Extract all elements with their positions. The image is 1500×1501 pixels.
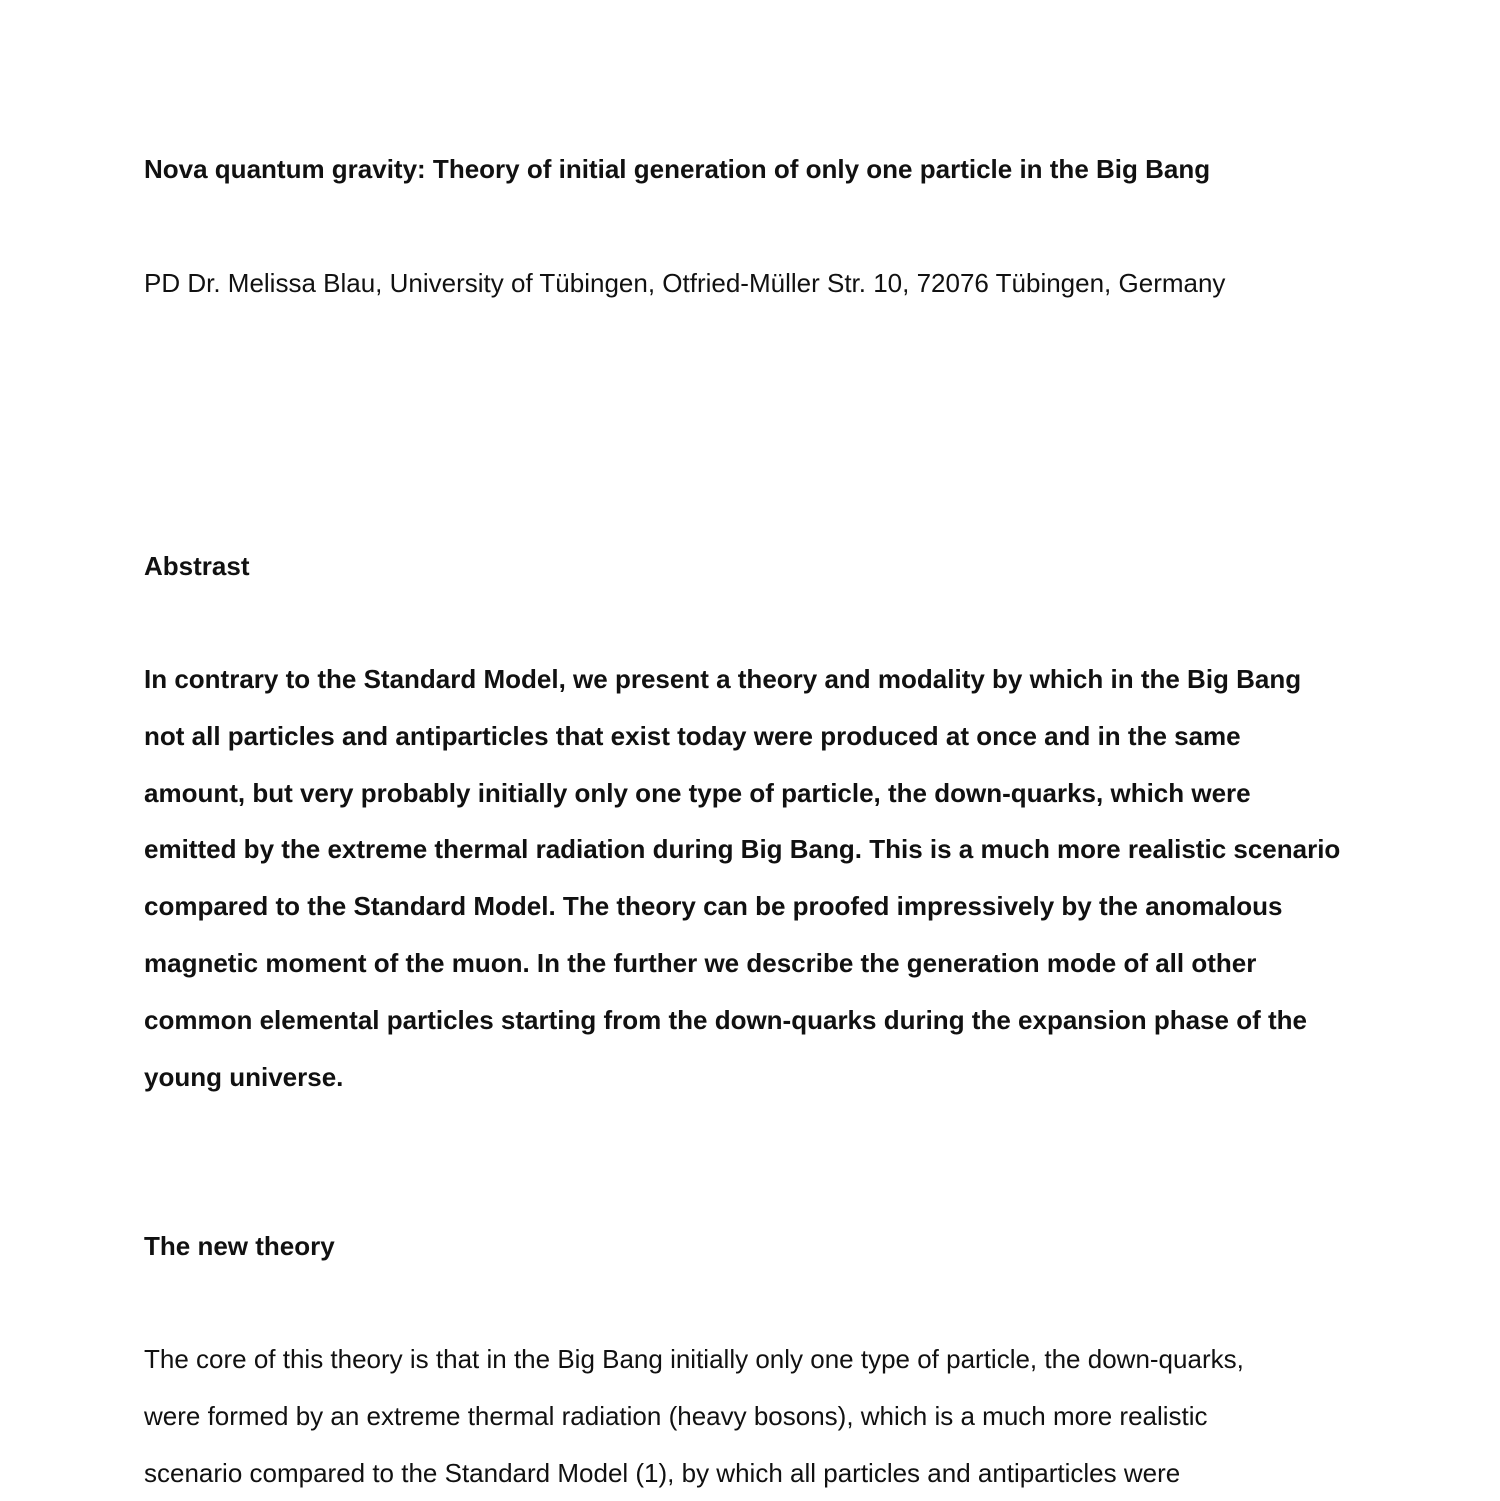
abstract-line: In contrary to the Standard Model, we present a theory and modality by which in the Big Bang: [144, 664, 1302, 694]
abstract-line: emitted by the extreme thermal radiation during Big Bang. This is a much more realistic scenario: [144, 834, 1341, 865]
body-line: The core of this theory is that in the Big Bang initially only one type of particle, the down-quarks,: [144, 1344, 1244, 1374]
abstract-heading: Abstrast: [144, 551, 250, 581]
body-line: scenario compared to the Standard Model (1), by which all particles and antiparticles were: [144, 1457, 1181, 1488]
section-heading-new-theory: The new theory: [144, 1231, 335, 1261]
abstract-body: [144, 651, 1340, 1105]
abstract-line: compared to the Standard Model. The theory can be proofed impressively by the anomalous: [144, 891, 1283, 922]
abstract-line: not all particles and antiparticles that exist today were produced at once and in the same: [144, 720, 1241, 751]
abstract-line: young universe.: [144, 1061, 344, 1092]
abstract-line: common elemental particles starting from the down-quarks during the expansion phase of the: [144, 1004, 1307, 1035]
abstract-line: amount, but very probably initially only one type of particle, the down-quarks, which were: [144, 777, 1251, 808]
paper-title: Nova quantum gravity: Theory of initial generation of only one particle in the Big Bang: [144, 154, 1211, 184]
body-line: were formed by an extreme thermal radiation (heavy bosons), which is a much more realistic: [144, 1400, 1208, 1431]
abstract-line: magnetic moment of the muon. In the further we describe the generation mode of all other: [144, 947, 1257, 978]
author-affiliation: PD Dr. Melissa Blau, University of Tübingen, Otfried-Müller Str. 10, 72076 Tübingen, Germany: [144, 268, 1226, 298]
section-body-new-theory: [144, 1331, 1244, 1501]
